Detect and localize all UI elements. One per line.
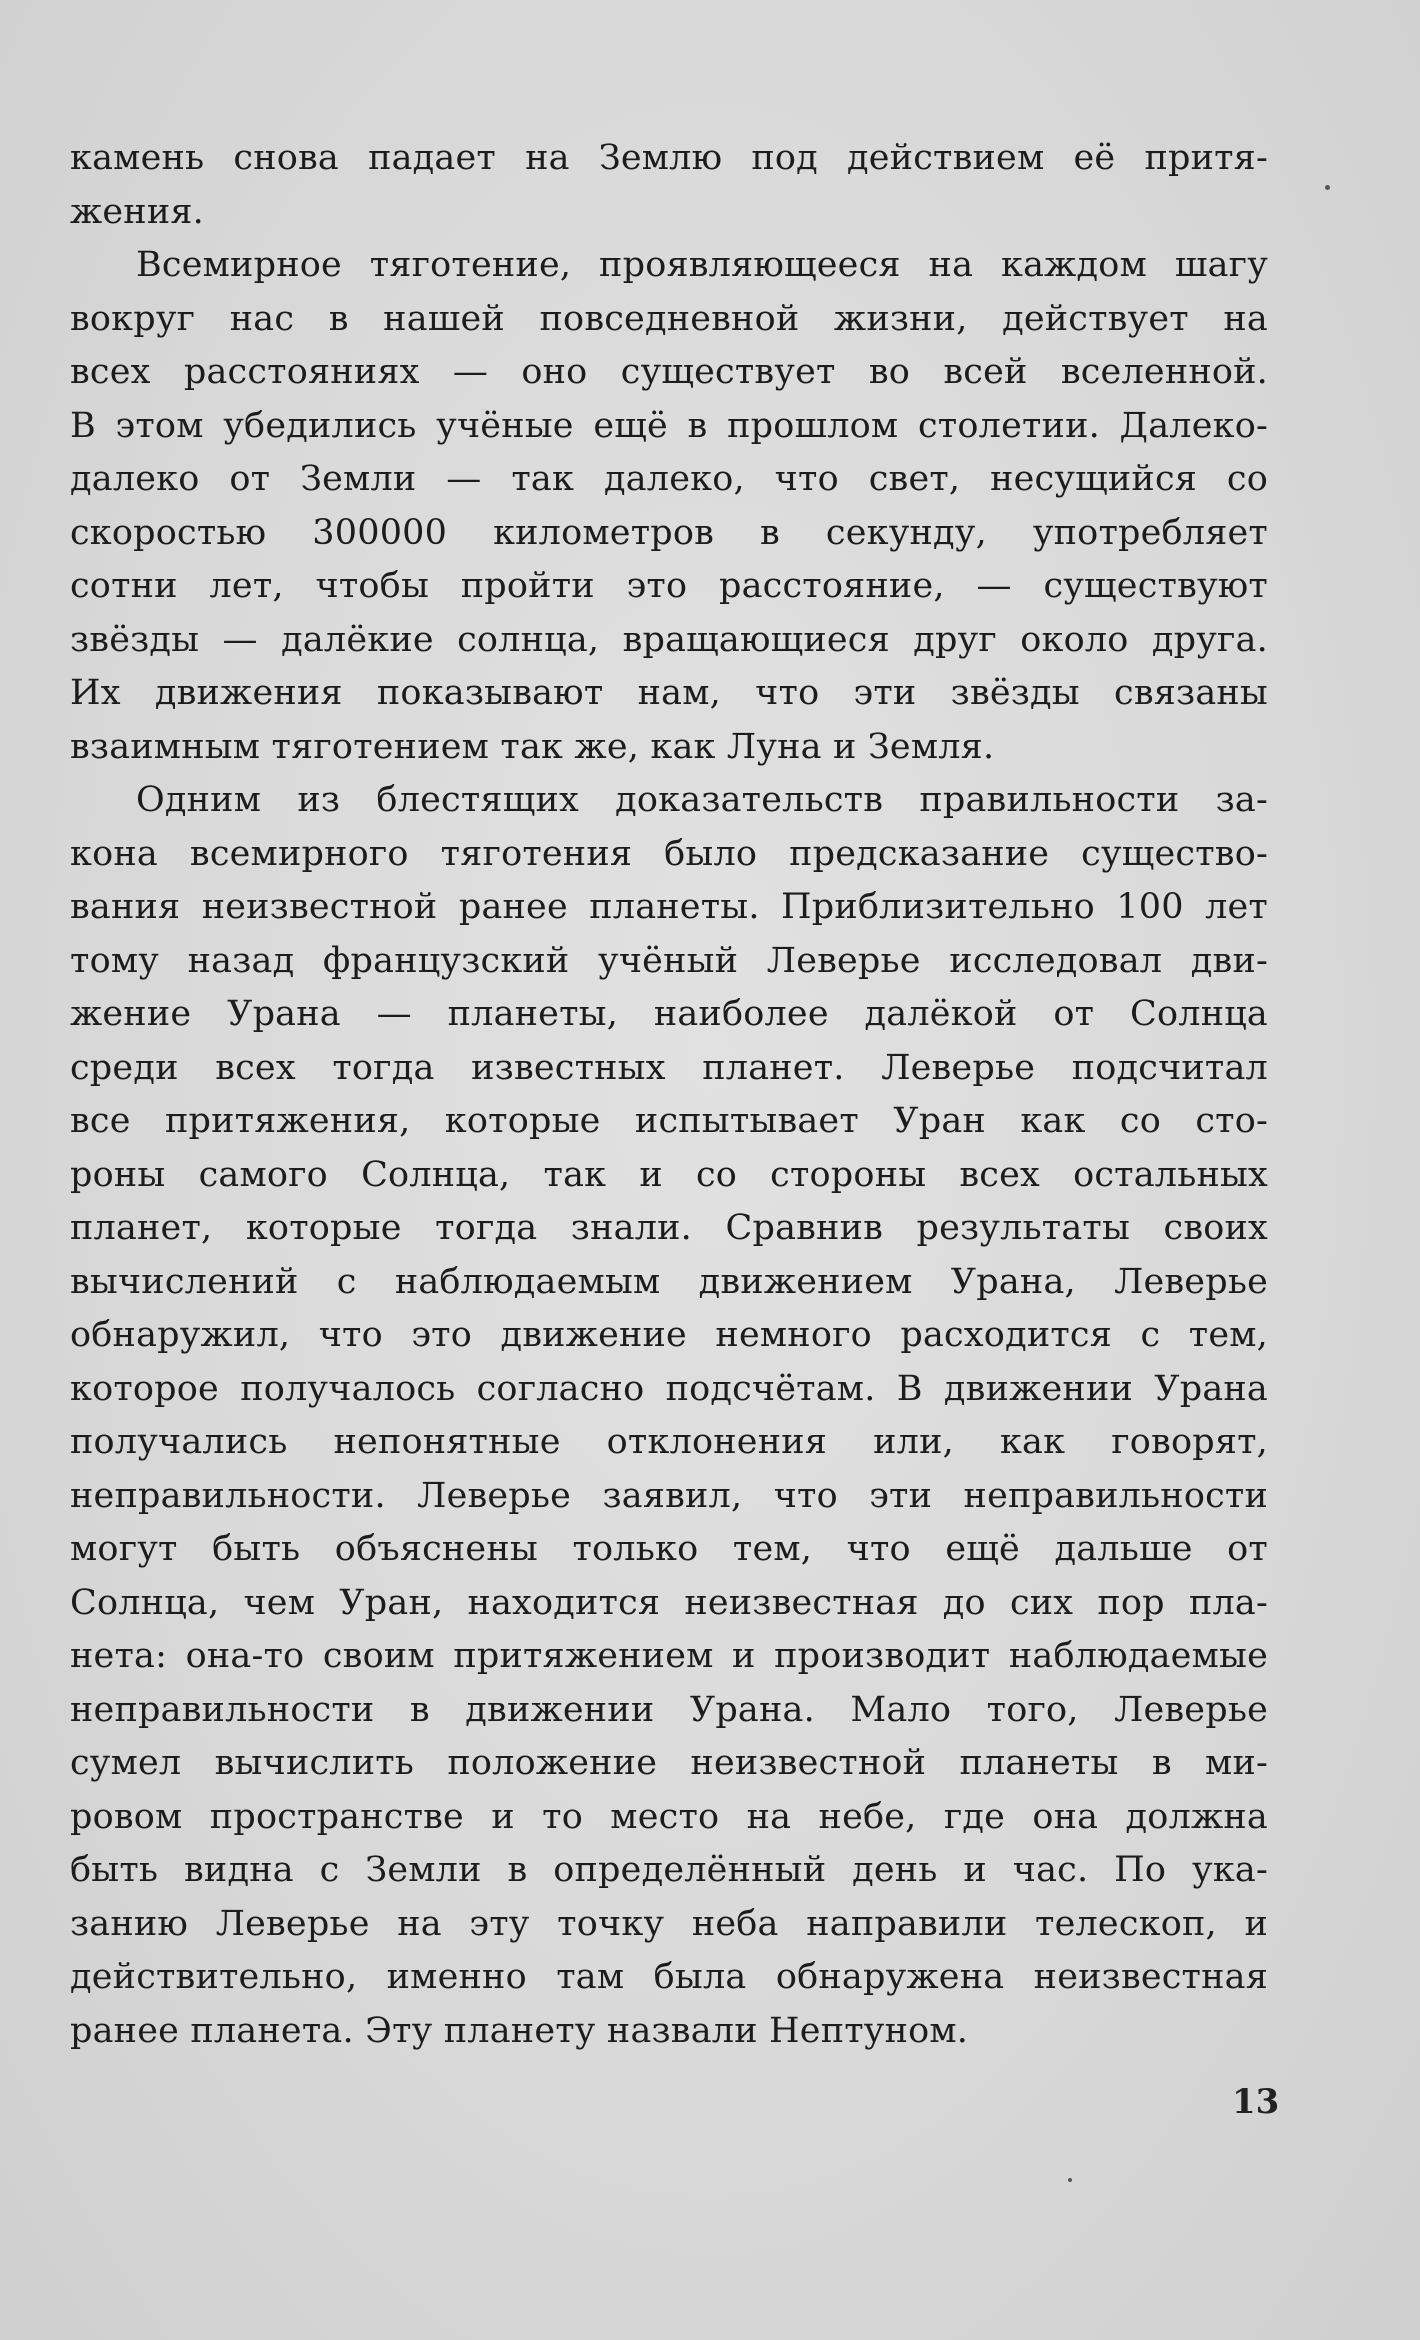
text-line: получались непонятные отклонения или, как говорят,: [70, 1422, 1268, 1462]
text-line: тому назад французский учёный Леверье исследовал дви-: [70, 940, 1268, 981]
text-line: всех расстояниях — оно существует во всей вселенной.: [70, 352, 1268, 392]
text-line: скоростью 300000 километров в секунду, употребляет: [70, 512, 1268, 553]
text-line: планет, которые тогда знали. Сравнив результаты своих: [70, 1208, 1268, 1248]
page-number: 13: [1232, 2082, 1280, 2122]
text-line: могут быть объяснены только тем, что ещё дальше от: [70, 1529, 1268, 1569]
paragraph-2: [70, 239, 1268, 774]
body-text: [70, 132, 1268, 2058]
text-line: ранее планета. Эту планету назвали Нептуном.: [70, 2010, 969, 2051]
text-line: жение Урана — планеты, наиболее далёкой от Солнца: [70, 994, 1268, 1034]
text-line: среди всех тогда известных планет. Леверье подсчитал: [70, 1047, 1268, 1088]
text-line: неправильности. Леверье заявил, что эти неправильности: [70, 1475, 1268, 1516]
text-line: камень снова падает на Землю под действием её притя-: [70, 138, 1268, 178]
text-line: быть видна с Земли в определённый день и час. По ука-: [70, 1850, 1268, 1890]
text-line: звёзды — далёкие солнца, вращающиеся друг около друга.: [70, 619, 1268, 660]
text-line: Всемирное тяготение, проявляющееся на каждом шагу: [136, 245, 1268, 285]
paper-speck: [1325, 185, 1330, 190]
text-line: роны самого Солнца, так и со стороны всех остальных: [70, 1154, 1268, 1195]
text-line: кона всемирного тяготения было предсказание существо-: [70, 833, 1268, 874]
text-line: далеко от Земли — так далеко, что свет, несущийся со: [70, 459, 1268, 499]
text-line: вокруг нас в нашей повседневной жизни, действует на: [70, 298, 1268, 339]
text-line: Солнца, чем Уран, находится неизвестная до сих пор пла-: [70, 1582, 1268, 1623]
text-line: Одним из блестящих доказательств правильности за-: [136, 780, 1268, 820]
text-line: действительно, именно там была обнаружена неизвестная: [70, 1957, 1268, 1997]
text-line: сумел вычислить положение неизвестной планеты в ми-: [70, 1743, 1268, 1783]
text-line: Их движения показывают нам, что эти звёзды связаны: [70, 673, 1268, 713]
text-line: все притяжения, которые испытывает Уран как со сто-: [70, 1101, 1268, 1141]
text-line: нета: она-то своим притяжением и производит наблюдаемые: [70, 1636, 1268, 1676]
text-line: ровом пространстве и то место на небе, где она должна: [70, 1796, 1268, 1837]
text-line: В этом убедились учёные ещё в прошлом столетии. Далеко-: [70, 405, 1268, 446]
text-line: жения.: [70, 191, 204, 232]
text-line: вания неизвестной ранее планеты. Приблизительно 100 лет: [70, 887, 1268, 927]
paper-speck: [1068, 2178, 1072, 2182]
text-line: занию Леверье на эту точку неба направили телескоп, и: [70, 1903, 1268, 1944]
text-line: сотни лет, чтобы пройти это расстояние, — существуют: [70, 566, 1268, 606]
paragraph-3: [70, 774, 1268, 2058]
text-line: которое получалось согласно подсчётам. В движении Урана: [70, 1368, 1268, 1409]
paragraph-1: [70, 132, 1268, 239]
text-line: неправильности в движении Урана. Мало того, Леверье: [70, 1689, 1268, 1730]
text-line: вычислений с наблюдаемым движением Урана, Леверье: [70, 1261, 1268, 1302]
text-line: взаимным тяготением так же, как Луна и Земля.: [70, 726, 995, 767]
text-line: обнаружил, что это движение немного расходится с тем,: [70, 1315, 1268, 1355]
